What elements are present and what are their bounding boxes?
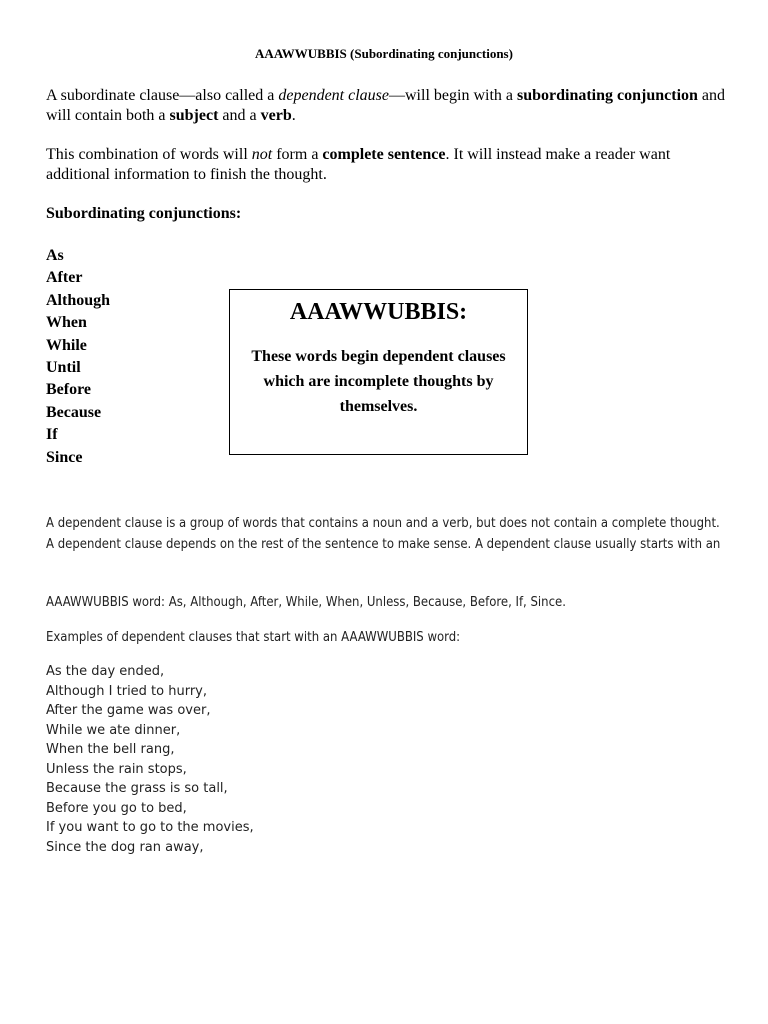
intro-paragraph-2 xyxy=(46,145,736,185)
example-item: As the day ended, xyxy=(46,664,165,679)
intro-emphasis: not xyxy=(251,146,273,163)
conjunction-item: Since xyxy=(46,448,83,466)
aaawwubbis-callout-box xyxy=(229,289,528,455)
intro-term: complete sentence xyxy=(322,146,446,163)
intro-emphasis: dependent clause xyxy=(278,87,389,104)
conjunction-item: When xyxy=(46,314,87,332)
page-title: AAAWWUBBIS (Subordinating conjunctions) xyxy=(255,46,513,61)
examples-intro: Examples of dependent clauses that start with an AAAWWUBBIS word: xyxy=(46,630,461,645)
example-item: Because the grass is so tall, xyxy=(46,781,228,796)
intro-text: and a xyxy=(218,107,261,124)
conjunction-item: As xyxy=(46,247,64,264)
example-item: Since the dog ran away, xyxy=(46,839,204,855)
intro-term: verb xyxy=(260,107,292,124)
callout-title: AAAWWUBBIS: xyxy=(289,299,468,325)
conjunction-item: Before xyxy=(46,381,92,399)
intro-text: . It will instead make a reader want additional information to finish the thought. xyxy=(46,146,671,183)
example-item: Although I tried to hurry, xyxy=(46,683,208,699)
conjunction-item: Until xyxy=(46,359,81,377)
intro-text: . xyxy=(291,107,296,124)
intro-text: This combination of words will xyxy=(46,146,252,163)
conjunction-item: If xyxy=(46,426,58,444)
example-item: Before you go to bed, xyxy=(46,800,187,816)
examples-list xyxy=(46,662,254,857)
intro-text: form a xyxy=(272,146,323,163)
dependent-clause-description: A dependent clause is a group of words that contains a noun and a verb, but does not contain a complete thought. A dependent clause depends on the rest of the sentence to make sense. A dependent clause usually starts with an xyxy=(46,516,721,552)
example-item: After the game was over, xyxy=(46,703,211,718)
example-item: Unless the rain stops, xyxy=(46,761,187,777)
intro-paragraph-1 xyxy=(46,86,736,126)
example-item: If you want to go to the movies, xyxy=(46,820,254,835)
example-item: When the bell rang, xyxy=(46,742,175,757)
aaawwubbis-words-line: AAAWWUBBIS word: As, Although, After, While, When, Unless, Because, Before, If, Since. xyxy=(46,595,566,610)
conjunction-item: Although xyxy=(46,291,111,309)
conjunctions-heading: Subordinating conjunctions: xyxy=(46,205,242,222)
intro-text: A subordinate clause—also called a xyxy=(46,87,279,104)
conjunction-item: After xyxy=(46,269,83,287)
intro-term: subject xyxy=(169,107,219,124)
intro-text: and will contain both a xyxy=(46,87,726,124)
conjunction-item: Because xyxy=(46,403,102,421)
conjunction-item: While xyxy=(46,336,87,354)
intro-term: subordinating conjunction xyxy=(516,87,698,104)
conjunctions-list xyxy=(46,245,110,469)
callout-body: These words begin dependent clauses which are incomplete thoughts by themselves. xyxy=(251,348,506,415)
intro-text: —will begin with a xyxy=(389,87,517,104)
example-item: While we ate dinner, xyxy=(46,722,181,738)
